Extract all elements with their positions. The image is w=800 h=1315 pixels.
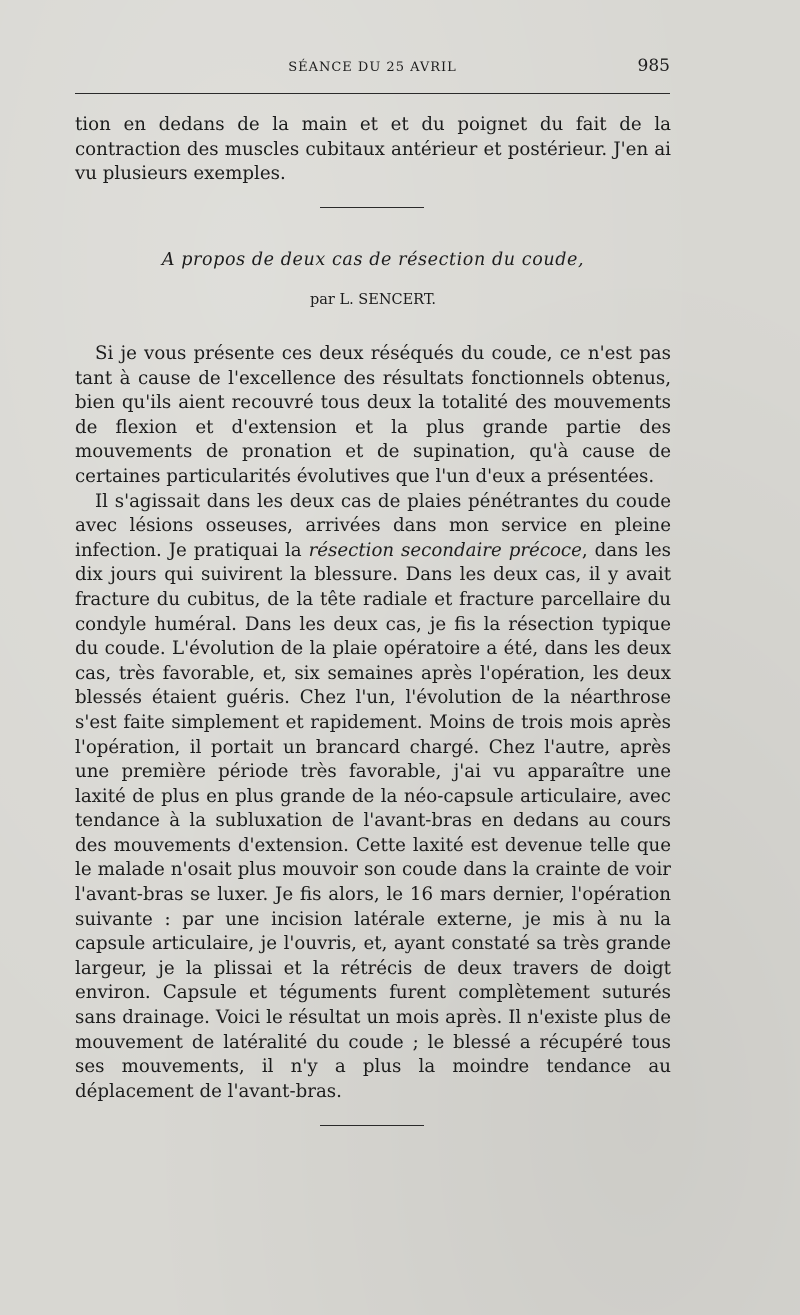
section-separator <box>320 207 424 208</box>
header-rule <box>75 93 670 94</box>
article-byline: par L. SENCERT. <box>309 292 436 308</box>
page-number: 985 <box>637 56 670 76</box>
running-header <box>75 56 670 80</box>
continuation-paragraph <box>75 113 671 187</box>
running-title: SÉANCE DU 25 AVRIL <box>288 60 457 75</box>
paragraph-2-end: , dans les dix jours qui suivirent la blessure. Dans les deux cas, il y avait fracture du cubitus, de la tête radiale et fracture parcellaire du condyle huméral. Dans les deux cas, je fis la résection typique du coude. L'évolution de la plaie opératoire a été, dans les deux cas, très favorable, et, six semaines après l'opération, les deux blessés étaient guéris. Chez l'un, l'évolution de la néarthrose s'est faite simplement et rapidement. Moins de trois mois après l'opération, il portait un brancard chargé. Chez l'autre, après une première période très favorable, j'ai vu apparaître une laxité de plus en plus grande de la néo-capsule articulaire, avec tendance à la subluxation de l'avant-bras en dedans au cours des mouvements d'extension. Cette laxité est devenue telle que le malade n'osait plus mouvoir son coude dans la crainte de voir l'avant-bras se luxer. Je fis alors, le 16 mars dernier, l'opération suivante : par une incision latérale externe, je mis à nu la capsule articulaire, je l'ouvris, et, ayant constaté sa très grande largeur, je la plissai et la rétrécis de deux travers de doigt environ. Capsule et téguments furent complètement suturés sans drainage. Voici le résultat un mois après. Il n'existe plus de mouvement de latéralité du coude ; le blessé a récupéré tous ses mouvements, il n'y a plus la moindre tendance au déplacement de l'avant-bras. <box>75 539 671 1102</box>
article-paragraph-1: Si je vous présente ces deux réséqués du coude, ce n'est pas tant à cause de l'excellence des résultats fonctionnels obtenus, bien qu'ils aient recouvré tous deux la totalité des mouvements de flexion et d'extension et la plus grande partie des mouvements de pronation et de supination, qu'à cause de certaines particularités évolutives que l'un d'eux a présentées. <box>75 343 671 487</box>
article-body <box>75 342 671 1104</box>
paragraph-2-start: Il s'agissait dans les deux cas de plaies pénétrantes du coude avec lésions osseuses, arrivées dans mon service en pleine infection. Je pratiquai la <box>75 490 671 561</box>
end-separator <box>320 1125 424 1126</box>
continuation-text: tion en dedans de la main et et du poignet du fait de la contraction des muscles cubitaux antérieur et postérieur. J'en ai vu plusieurs exemples. <box>75 114 671 185</box>
emphasized-term: résection secondaire précoce <box>308 539 582 561</box>
article-title: A propos de deux cas de résection du coude, <box>161 250 585 270</box>
article-paragraph-2 <box>75 490 671 1105</box>
